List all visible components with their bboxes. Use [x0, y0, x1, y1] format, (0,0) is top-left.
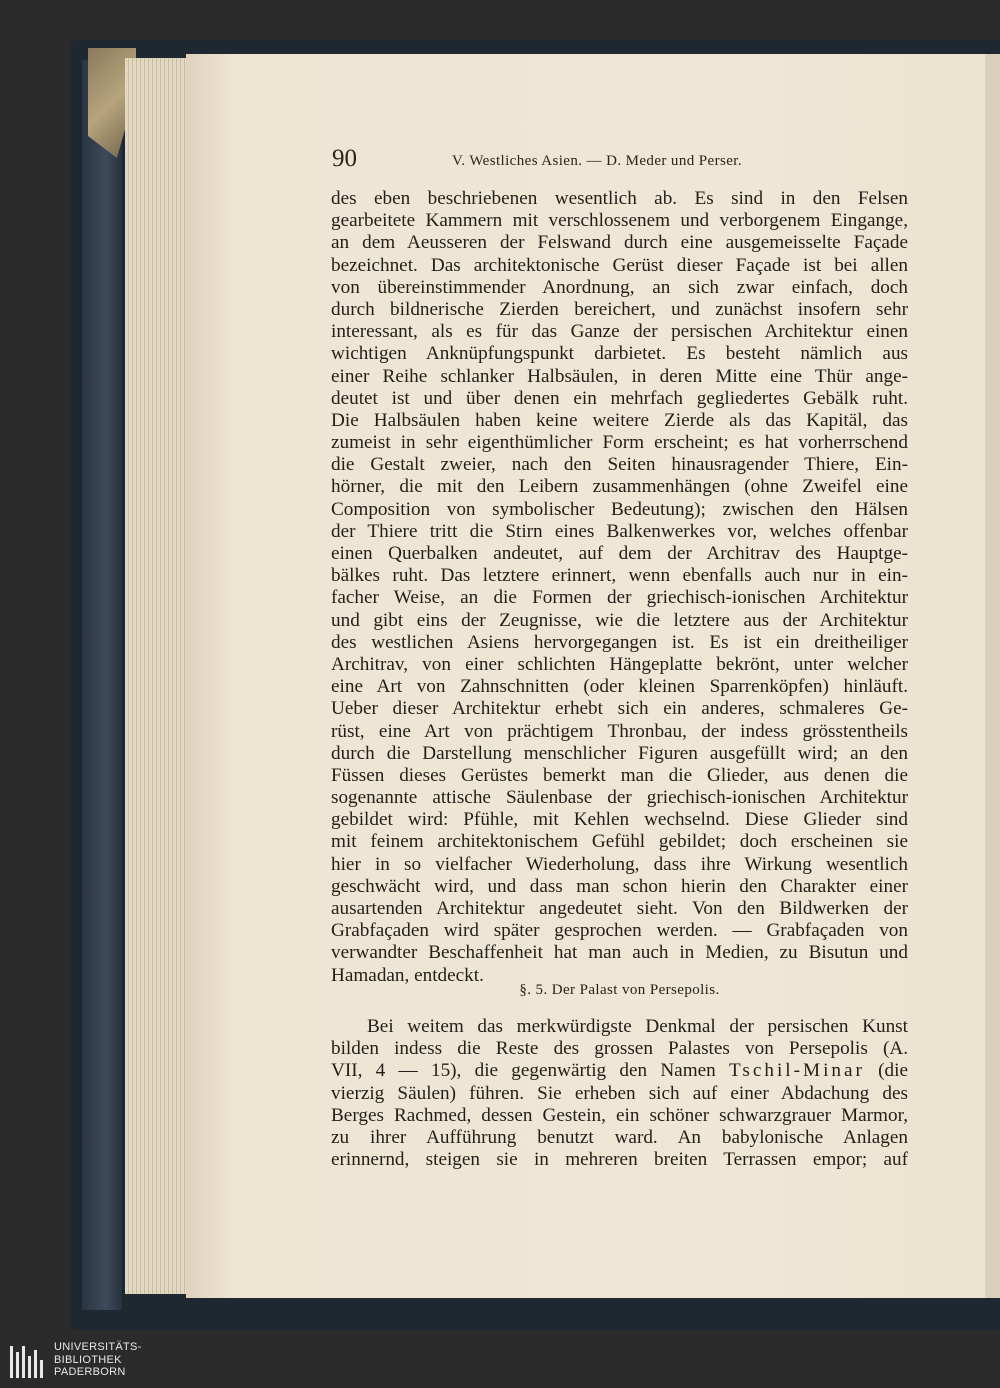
text-run: (die	[864, 1060, 908, 1082]
page-edges	[125, 58, 191, 1294]
text-line: durch bildnerische Zierden bereichert, und zunächst insofern sehr	[331, 298, 908, 320]
text-line	[331, 1060, 908, 1082]
text-line: facher Weise, an die Formen der griechisch-ionischen Architektur	[331, 587, 908, 609]
text-line: erinnernd, steigen sie in mehreren breiten Terrassen empor; auf	[331, 1149, 908, 1171]
paragraph-1	[331, 188, 908, 987]
text-line: einer Reihe schlanker Halbsäulen, in deren Mitte eine Thür ange-	[331, 365, 908, 387]
text-line: gebildet wird: Pfühle, mit Kehlen wechselnd. Diese Glieder sind	[331, 809, 908, 831]
text-line: Grabfaçaden wird später gesprochen werden. — Grabfaçaden von	[331, 920, 908, 942]
text-line: vierzig Säulen) führen. Sie erheben sich auf einer Abdachung des	[331, 1082, 908, 1104]
text-line: eine Art von Zahnschnitten (oder kleinen Sparrenköpfen) hinläuft.	[331, 676, 908, 698]
text-line: an dem Aeusseren der Felswand durch eine ausgemeisselte Façade	[331, 232, 908, 254]
text-line: Architrav, von einer schlichten Hängeplatte bekrönt, unter welcher	[331, 653, 908, 675]
running-head: V. Westliches Asien. — D. Meder und Perser.	[452, 153, 742, 169]
text-line: Composition von symbolischer Bedeutung); zwischen den Hälsen	[331, 498, 908, 520]
text-line: die Gestalt zweier, nach den Seiten hinausragender Thiere, Ein-	[331, 454, 908, 476]
text-line: Füssen dieses Gerüstes bemerkt man die Glieder, aus denen die	[331, 764, 908, 786]
text-line: Berges Rachmed, dessen Gestein, ein schöner schwarzgrauer Marmor,	[331, 1104, 908, 1126]
text-line: der Thiere tritt die Stirn eines Balkenwerkes vor, welches offenbar	[331, 520, 908, 542]
text-line: durch die Darstellung menschlicher Figuren ausgefüllt wird; an den	[331, 742, 908, 764]
text-line: einen Querbalken andeutet, auf dem der Architrav des Hauptge-	[331, 543, 908, 564]
text-line: geschwächt wird, und dass man schon hierin den Charakter einer	[331, 875, 908, 897]
text-line: zu ihrer Aufführung benutzt ward. An babylonische Anlagen	[331, 1126, 908, 1148]
text-line: wichtigen Anknüpfungspunkt darbietet. Es besteht nämlich aus	[331, 343, 908, 365]
text-line: mit feinem architektonischem Gefühl gebildet; doch erscheinen sie	[331, 831, 908, 853]
text-line: ausartenden Architektur angedeutet sieht. Von den Bildwerken der	[331, 898, 908, 919]
library-logo-text	[54, 1341, 142, 1379]
library-logo	[8, 1340, 208, 1384]
text-line: gearbeitete Kammern mit verschlossenem und verborgenem Eingange,	[331, 210, 908, 232]
text-line: bilden indess die Reste des grossen Palastes von Persepolis (A.	[331, 1038, 908, 1060]
section-heading: §. 5. Der Palast von Persepolis.	[519, 982, 720, 998]
text-line: zumeist in sehr eigenthümlicher Form erscheint; es hat vorherrschend	[331, 432, 908, 454]
book-spine	[82, 60, 122, 1310]
text-line: Die Halbsäulen haben keine weitere Zierde als das Kapitäl, das	[331, 409, 908, 431]
emphasized-name: Tschil-Minar	[729, 1060, 865, 1082]
text-line: deutet ist und über denen ein mehrfach gegliedertes Gebälk ruht.	[331, 387, 908, 409]
text-line: bälkes ruht. Das letztere erinnert, wenn ebenfalls auch nur in ein-	[331, 565, 908, 587]
text-line: und gibt eins der Zeugnisse, wie die letztere aus der Architektur	[331, 609, 908, 631]
text-line: hörner, die mit den Leibern zusammenhängen (ohne Zweifel eine	[331, 476, 908, 498]
logo-line: BIBLIOTHEK	[54, 1353, 122, 1366]
text-run: VII, 4 — 15), die gegenwärtig den Namen	[331, 1060, 729, 1082]
text-line: Ueber dieser Architektur erhebt sich ein anderes, schmaleres Ge-	[331, 698, 908, 720]
text-line: bezeichnet. Das architektonische Gerüst dieser Façade ist bei allen	[331, 254, 908, 276]
text-line: rüst, eine Art von prächtigem Thronbau, der indess grösstentheils	[331, 720, 908, 742]
library-logo-icon	[8, 1342, 48, 1382]
text-line: sogenannte attische Säulenbase der griechisch-ionischen Architektur	[331, 787, 908, 809]
text-line: Hamadan, entdeckt.	[331, 964, 484, 986]
text-line: Bei weitem das merkwürdigste Denkmal der persischen Kunst	[367, 1016, 908, 1037]
logo-line: UNIVERSITÄTS-	[54, 1341, 142, 1353]
page-right-edge	[985, 54, 1000, 1298]
text-line: verwandter Beschaffenheit hat man auch in Medien, zu Bisutun und	[331, 942, 908, 964]
page-number: 90	[332, 145, 357, 172]
paragraph-2	[331, 1016, 908, 1171]
text-line: hier in so vielfacher Wiederholung, dass ihre Wirkung wesentlich	[331, 853, 908, 875]
logo-line: PADERBORN	[54, 1366, 126, 1378]
text-line: des eben beschriebenen wesentlich ab. Es sind in den Felsen	[331, 188, 908, 209]
text-line: interessant, als es für das Ganze der persischen Architektur einen	[331, 321, 908, 343]
text-line: von übereinstimmender Anordnung, an sich zwar einfach, doch	[331, 276, 908, 298]
text-line: des westlichen Asiens hervorgegangen ist. Es ist ein dreitheiliger	[331, 631, 908, 653]
page-header	[332, 145, 912, 175]
